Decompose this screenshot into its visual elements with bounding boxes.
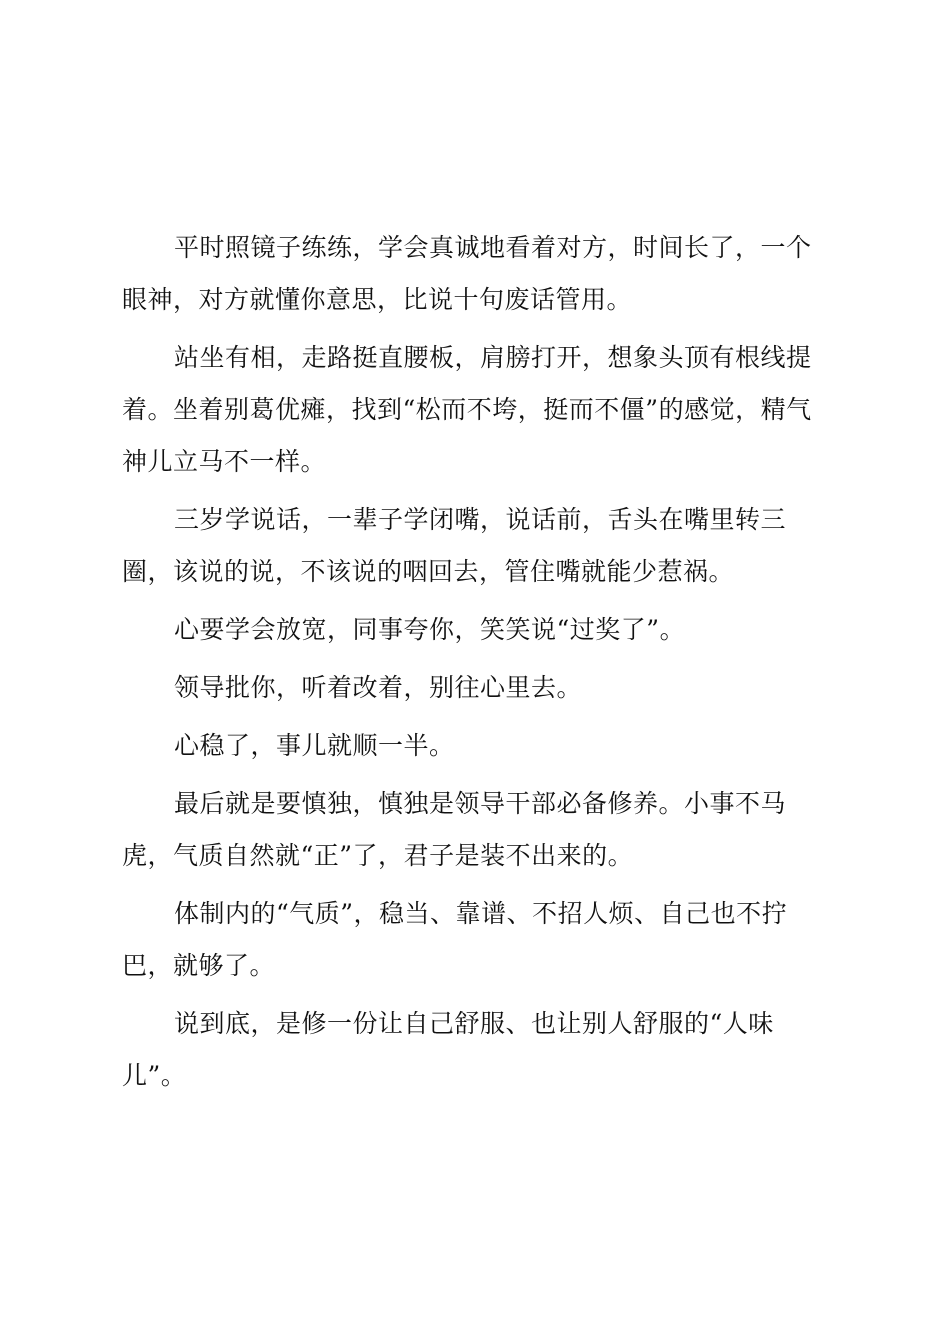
paragraph-9: 说到底，是修一份让自己舒服、也让别人舒服的“人味儿”。 xyxy=(122,1009,774,1090)
document-body xyxy=(122,222,822,1108)
paragraph-7: 最后就是要慎独，慎独是领导干部必备修养。小事不马虎，气质自然就“正”了，君子是装不出来的。 xyxy=(122,789,787,870)
paragraph-4: 心要学会放宽，同事夸你，笑笑说“过奖了”。 xyxy=(174,615,686,644)
paragraph-2: 站坐有相，走路挺直腰板，肩膀打开，想象头顶有根线提着。坐着别葛优瘫，找到“松而不垮，挺而不僵”的感觉，精气神儿立马不一样。 xyxy=(122,343,812,476)
paragraph-6: 心稳了，事儿就顺一半。 xyxy=(174,731,455,760)
paragraph-3: 三岁学说话，一辈子学闭嘴，说话前，舌头在嘴里转三圈，该说的说，不该说的咽回去，管住嘴就能少惹祸。 xyxy=(122,505,787,586)
paragraph-1: 平时照镜子练练，学会真诚地看着对方，时间长了，一个眼神，对方就懂你意思，比说十句废话管用。 xyxy=(122,233,812,314)
paragraph-5: 领导批你，听着改着，别往心里去。 xyxy=(174,673,583,702)
paragraph-8: 体制内的“气质”，稳当、靠谱、不招人烦、自己也不拧巴，就够了。 xyxy=(122,899,788,980)
